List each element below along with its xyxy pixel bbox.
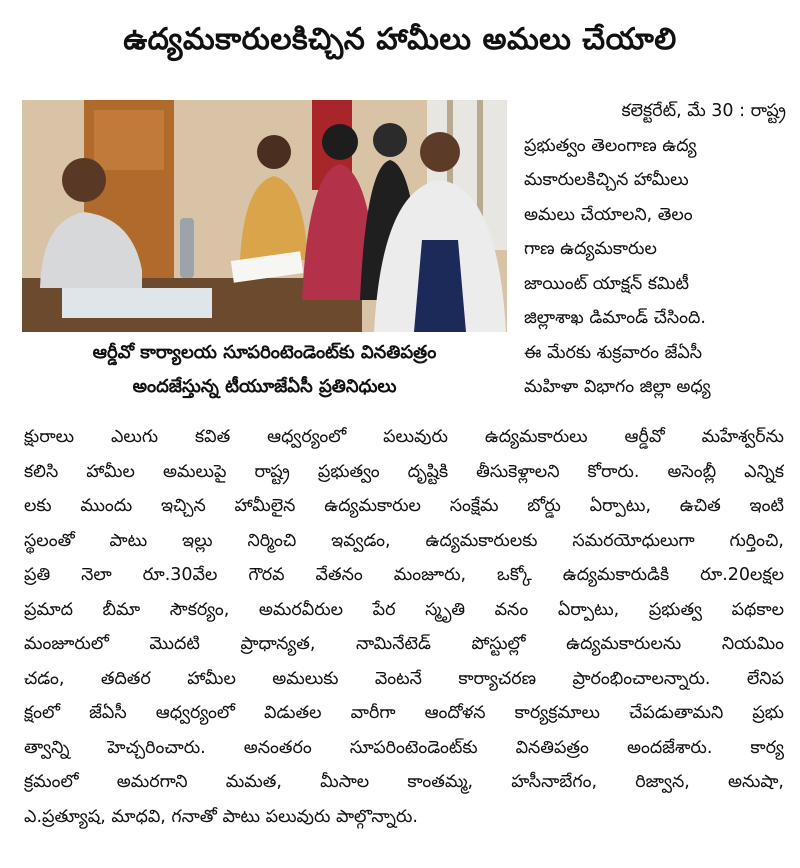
bottle [180, 218, 194, 278]
man-head [62, 158, 106, 202]
article-line: ప్రతి నెలా రూ.30వేల గౌరవ వేతనం మంజూరు, ఒక్కో ఉద్యమకారుడికి రూ.20లక్షల [24, 565, 784, 585]
photo-caption [22, 336, 507, 404]
article-line: త్వాన్ని హెచ్చరించారు. అనంతరం సూపరింటెండెంట్‌కు వినతిపత్రం అందజేశారు. కార్య [24, 737, 784, 758]
papers [62, 288, 212, 318]
article-line: ఈ మేరకు శుక్రవారం జేఏసీ [524, 342, 703, 363]
caption-line: అందజేస్తున్న టీయూజేఏసీ ప్రతినిధులు [132, 376, 397, 397]
article-line: ఎ.ప్రత్యూష, మాధవి, గనాతో పాటు పలువురు పాల్గొన్నారు. [24, 806, 418, 827]
article-body [24, 420, 784, 834]
woman-head [257, 135, 291, 169]
article-line: మహిళా విభాగం జిల్లా అధ్య [524, 377, 711, 397]
woman-head [373, 123, 407, 157]
news-photo [22, 100, 507, 332]
caption-line: ఆర్డీవో కార్యాలయ సూపరింటెండెంట్‌కు వినతిపత్రం [92, 342, 437, 363]
photo-illustration [22, 100, 507, 332]
article-line: అమలు చేయాలని, తెలం [524, 204, 693, 225]
article-line: జిల్లాశాఖ డిమాండ్ చేసింది. [524, 308, 706, 328]
article-line: మకారులకిచ్చిన హామీలు [524, 170, 689, 190]
article-column [524, 94, 786, 405]
door-panel [94, 110, 164, 170]
woman-head [420, 132, 460, 172]
article-line: జాయింట్ యాక్షన్ కమిటీ [524, 273, 690, 294]
headline: ఉద్యమకారులకిచ్చిన హామీలు అమలు చేయాలి [123, 22, 677, 57]
woman-dress [414, 240, 466, 332]
article-line: క్షురాలు ఎలుగు కవిత ఆధ్వర్యంలో పలువురు ఉద్యమకారులు ఆర్డీవో మహేశ్వర్‌ను [24, 427, 784, 447]
article-line: ప్రమాద బీమా సౌకర్యం, అమరవీరుల పేర స్మృతి వనం ఏర్పాటు, ప్రభుత్వ పథకాల [24, 599, 784, 620]
article-line: క్రమంలో అమరగాని మమత, మీసాల కాంతమ్మ, హసీనాబేగం, రిజ్వాన, అనుషా, [24, 772, 784, 792]
article-line: చడం, తదితర హామీల అమలుకు వెంటనే కార్యాచరణ ప్రారంభించాలన్నారు. లేనిప [24, 668, 784, 689]
article-line: ప్రభుత్వం తెలంగాణ ఉద్య [524, 135, 697, 156]
article-line: కలిసి హామీల అమలుపై రాష్ట్ర ప్రభుత్వం దృష్టికి తీసుకెళ్లాలని కోరారు. అసెంబ్లీ ఎన్నిక [24, 461, 784, 482]
article-line: స్థలంతో పాటు ఇల్లు నిర్మించి ఇవ్వడం, ఉద్యమకారులకు సమరయోధులుగా గుర్తించి, [24, 530, 784, 551]
article-line: క్షంలో జేఏసీ ఆధ్వర్యంలో విడుతల వారీగా ఆందోళన కార్యక్రమాలు చేపడుతామని ప్రభు [24, 703, 784, 723]
article-line: మంజూరులో మొదటి ప్రాధాన్యత, నామినేటెడ్ పోస్టుల్లో ఉద్యమకారులను నియమిం [24, 634, 784, 654]
article-line: కలెక్టరేట్, మే 30 : రాష్ట్ర [621, 101, 786, 121]
article-line: గాణ ఉద్యమకారుల [524, 239, 657, 259]
article-line: లకు ముందు ఇచ్చిన హామీలైన ఉద్యమకారుల సంక్షేమ బోర్డు ఏర్పాటు, ఉచిత ఇంటి [24, 496, 784, 516]
woman-head [322, 124, 358, 160]
